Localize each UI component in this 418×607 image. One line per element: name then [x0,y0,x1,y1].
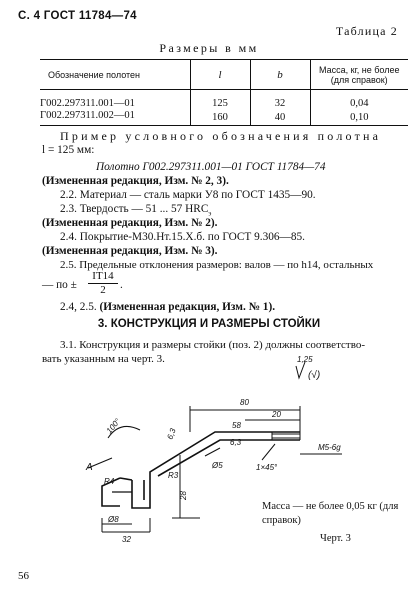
thread-label: M5-6g [318,443,341,452]
cell-l: 125 [190,90,250,110]
thread [272,432,300,440]
para-2-4: 2.4. Покрытие-М30.Нт.15.Х.б. по ГОСТ 9.306—85. [60,231,305,243]
header-mass: Масса, кг, не более (для справок) [310,60,408,90]
chamfer-label: 1×45° [256,463,278,472]
roughness-value: 1,25 [297,355,313,364]
edition-note: (Измененная редакция, Изм. № 2). [42,217,218,229]
tolerance-end: . [120,279,123,291]
dim-20-label: 20 [272,410,281,419]
table-caption: Размеры в мм [159,41,259,55]
para-2-5-tolerance [42,278,77,292]
roughness-label-2: 6,3 [230,438,242,447]
cell-b: 32 [250,90,310,110]
table-row [40,109,408,126]
dim-58-label: 58 [232,421,241,430]
para-2-5: 2.5. Предельные отклонения размеров: валов — по h14, остальных [60,259,374,271]
radius-r4: R4 [104,477,115,486]
para-3-1-line1: 3.1. Конструкция и размеры стойки (поз. 2) должны соответство- [60,339,365,351]
table-row [40,90,408,110]
example-code: Полотно Г002.297311.001—01 ГОСТ 11784—74 [96,161,326,173]
edition-ref: 2.4, 2.5. [60,301,97,313]
drawing-caption: Черт. 3 [320,533,351,544]
roughness-paren: (√) [308,370,321,381]
header-l: l [190,60,250,90]
dim-80 [190,406,300,432]
table-label: Таблица 2 [335,24,398,38]
page-number: 56 [18,570,29,582]
page-header: С. 4 ГОСТ 11784—74 [18,10,137,22]
view-a-label: A [86,462,93,473]
para-2-2: 2.2. Материал — сталь марки У8 по ГОСТ 1435—90. [60,189,316,201]
edition-note: (Измененная редакция, Изм. № 3). [42,245,218,257]
leader-chamfer [262,444,275,460]
mass-note [262,500,398,528]
roughness-label-1: 6,3 [165,427,178,441]
mass-note-line-1: Масса — не более 0,05 кг (для [262,501,399,512]
cell-b: 40 [250,109,310,126]
edition-note: (Измененная редакция, Изм. № 2, 3). [42,175,229,187]
tolerance-fraction [88,270,118,297]
tolerance-prefix: — по ± [42,279,77,291]
edition-note-2-4 [60,300,275,314]
fraction-numerator: IT14 [88,270,118,284]
cell-l: 160 [190,109,250,126]
example-line-2: l = 125 мм: [42,144,95,156]
dim-d8-label: Ø8 [108,515,119,524]
fraction-denominator: 2 [100,284,106,296]
dim-28 [172,455,200,518]
edition-text: (Измененная редакция, Изм. № 1). [99,301,276,313]
radius-r3: R3 [168,471,179,480]
leader-d5 [205,448,220,456]
table-header-row [40,60,408,90]
cell-mass: 0,04 [310,90,408,110]
cell-designation: Г002.297311.002—01 [40,109,135,121]
para-3-1-line2: вать указанным на черт. 3. [42,353,165,365]
para-2-3-sub: э [208,209,212,218]
header-designation: Обозначение полотен [48,69,140,80]
dim-80-label: 80 [240,398,249,407]
angle-label: 100° [104,416,123,436]
cell-designation: Г002.297311.001—01 [40,97,135,109]
example-line-1: Пример условного обозначения полотна [60,129,382,143]
roughness-mark [296,362,305,378]
dim-d5-label: Ø5 [212,461,223,470]
dimensions-table [40,59,408,126]
header-b: b [250,60,310,90]
mass-note-line-2: справок) [262,515,301,526]
dim-28-label: 28 [179,491,188,500]
cell-mass: 0,10 [310,109,408,126]
para-2-3-text: 2.3. Твердость — 51 ... 57 HRC [60,203,209,215]
section-title: 3. КОНСТРУКЦИЯ И РАЗМЕРЫ СТОЙКИ [97,318,321,330]
dim-32-label: 32 [122,535,131,544]
